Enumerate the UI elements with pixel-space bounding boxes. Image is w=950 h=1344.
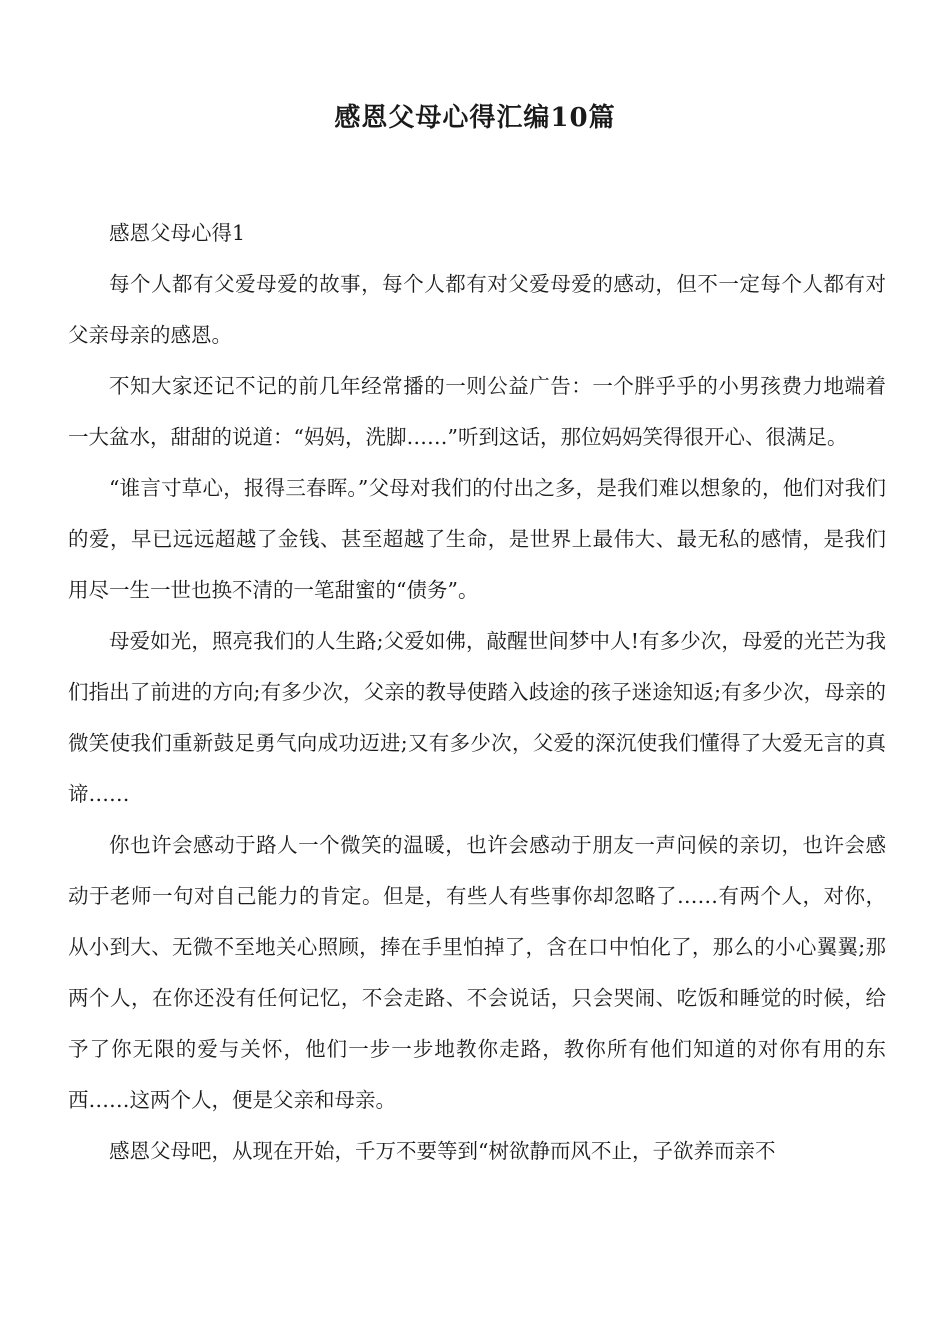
paragraph-5: 你也许会感动于路人一个微笑的温暖，也许会感动于朋友一声问候的亲切，也许会感动于老师一句对自己能力的肯定。但是，有些人有些事你却忽略了……有两个人，对你，从小到大、无微不至地关心照顾，捧在手里怕掉了，含在口中怕化了，那么的小心翼翼;那两个人，在你还没有任何记忆，不会走路、不会说话，只会哭闹、吃饭和睡觉的时候，给予了你无限的爱与关怀，他们一步一步地教你走路，教你所有他们知道的对你有用的东西……这两个人，便是父亲和母亲。 (68, 833, 886, 1112)
paragraph-4: 母爱如光，照亮我们的人生路;父爱如佛，敲醒世间梦中人!有多少次，母爱的光芒为我们指出了前进的方向;有多少次，父亲的教导使踏入歧途的孩子迷途知返;有多少次，母亲的微笑使我们重新鼓足勇气向成功迈进;又有多少次，父爱的深沉使我们懂得了大爱无言的真谛…… (68, 629, 886, 806)
document-title: 感恩父母心得汇编10篇 (334, 103, 616, 133)
document-body (68, 208, 886, 1177)
paragraph-6: 感恩父母吧，从现在开始，千万不要等到“树欲静而风不止，子欲养而亲不 (109, 1139, 776, 1163)
paragraph-2: 不知大家还记不记的前几年经常播的一则公益广告：一个胖乎乎的小男孩费力地端着一大盆水，甜甜的说道：“妈妈，洗脚……”听到这话，那位妈妈笑得很开心、很满足。 (68, 374, 886, 449)
paragraph-1: 每个人都有父爱母爱的故事，每个人都有对父爱母爱的感动，但不一定每个人都有对父亲母亲的感恩。 (68, 272, 886, 347)
paragraph-3: “谁言寸草心，报得三春晖。”父母对我们的付出之多，是我们难以想象的，他们对我们的爱，早已远远超越了金钱、甚至超越了生命，是世界上最伟大、最无私的感情，是我们用尽一生一世也换不清的一笔甜蜜的“债务”。 (68, 476, 886, 602)
section-heading: 感恩父母心得1 (109, 221, 246, 245)
